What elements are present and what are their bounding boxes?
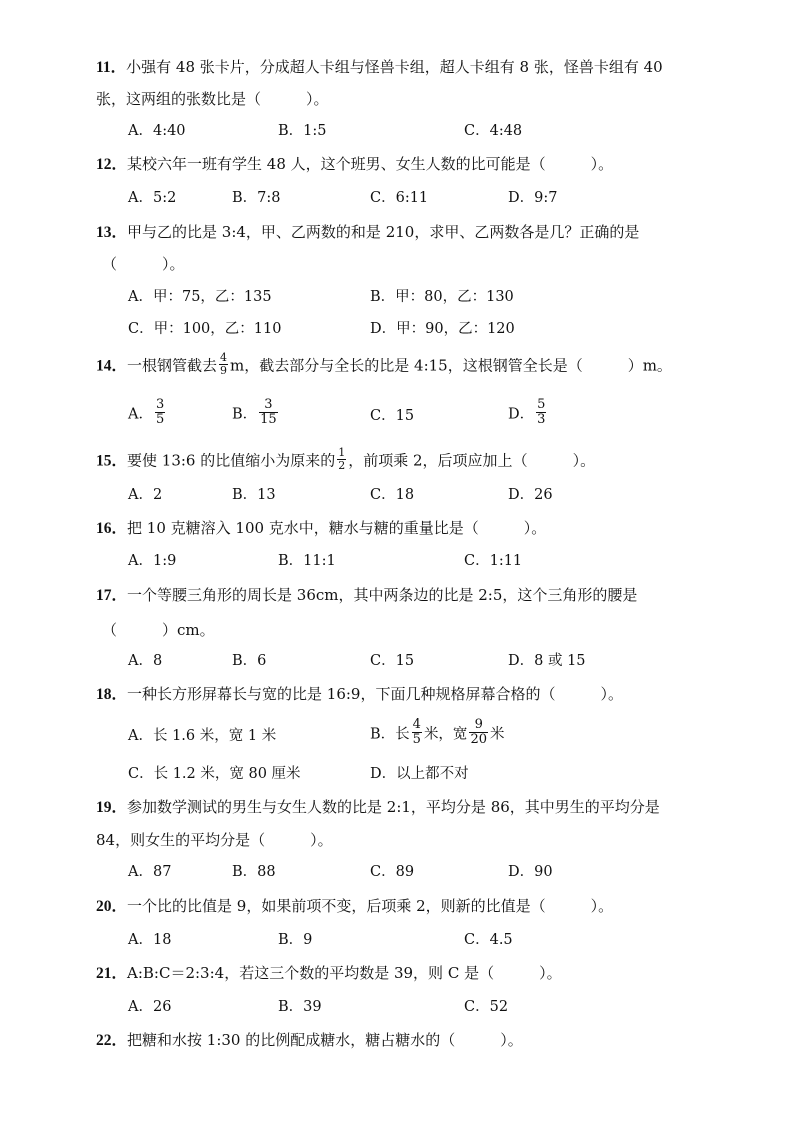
q15-option-a[interactable]: A．2 [128, 487, 163, 503]
fraction [412, 718, 422, 747]
q15-option-d[interactable]: D．26 [508, 487, 553, 503]
fraction [469, 718, 488, 747]
q13-option-d[interactable]: D．甲：90，乙：120 [370, 321, 515, 337]
q15-option-c[interactable]: C．18 [370, 487, 415, 503]
question-22 [96, 1030, 696, 1051]
fraction-denominator: 2 [338, 459, 346, 472]
q13-option-c[interactable]: C．甲：100，乙：110 [128, 321, 282, 337]
q19-option-c[interactable]: C．89 [370, 864, 415, 880]
question-13-continuation: （ ）。 [102, 255, 185, 273]
fraction-numerator: 5 [537, 397, 546, 412]
question-20 [96, 896, 696, 917]
fraction-denominator: 15 [260, 412, 277, 427]
question-number: 19． [96, 799, 128, 816]
q21-option-b[interactable]: B．39 [278, 999, 322, 1015]
q16-option-c[interactable]: C．1:11 [464, 553, 523, 569]
q18-option-a[interactable]: A．长 1.6 米，宽 1 米 [128, 728, 277, 744]
fraction-denominator: 3 [537, 412, 546, 427]
question-text: 一个等腰三角形的周长是 36cm，其中两条边的比是 2:5，这个三角形的腰是 [127, 586, 638, 604]
q16-option-b[interactable]: B．11:1 [278, 553, 336, 569]
fraction-numerator: 3 [155, 397, 165, 412]
question-number: 12． [96, 156, 128, 173]
question-11-continuation: 张，这两组的张数比是（ ）。 [96, 90, 329, 108]
question-16 [96, 518, 696, 539]
question-13 [96, 222, 696, 243]
fraction-numerator: 1 [338, 446, 346, 459]
option-label: B． [232, 406, 258, 423]
fraction-numerator: 4 [220, 351, 228, 364]
question-number: 11． [96, 59, 127, 76]
q18-option-b[interactable] [370, 717, 505, 749]
question-text: A:B:C＝2:3:4，若这三个数的平均数是 39，则 C 是（ ）。 [127, 964, 562, 982]
q14-option-a[interactable] [128, 397, 167, 429]
option-text: 米，宽 [423, 726, 468, 743]
q14-option-c[interactable]: C．15 [370, 408, 415, 424]
option-label: D． [508, 406, 535, 423]
fraction [259, 398, 278, 427]
question-text-end: m，截去部分与全长的比是 4:15，这根钢管全长是（ ）m。 [230, 356, 672, 375]
question-15 [96, 446, 696, 474]
question-19-continuation: 84，则女生的平均分是（ ）。 [96, 831, 333, 849]
q12-option-c[interactable]: C．6:11 [370, 190, 429, 206]
q11-option-a[interactable]: A．4:40 [128, 123, 186, 139]
question-number: 15． [96, 452, 128, 470]
q14-option-b[interactable] [232, 397, 280, 429]
q11-option-c[interactable]: C．4:48 [464, 123, 523, 139]
question-11 [96, 57, 696, 78]
fraction [219, 352, 228, 377]
question-text: 参加数学测试的男生与女生人数的比是 2:1，平均分是 86，其中男生的平均分是 [127, 798, 660, 816]
q20-option-a[interactable]: A．18 [128, 932, 172, 948]
question-text-end: ，前项乘 2，后项应加上（ ）。 [348, 451, 596, 470]
question-17 [96, 585, 696, 606]
question-14 [96, 351, 696, 379]
fraction-denominator: 20 [470, 732, 487, 747]
question-number: 16． [96, 520, 128, 537]
q17-option-d[interactable]: D．8 或 15 [508, 653, 586, 669]
q17-option-c[interactable]: C．15 [370, 653, 415, 669]
fraction-numerator: 4 [412, 717, 421, 732]
q14-option-d[interactable] [508, 397, 548, 429]
fraction-numerator: 3 [259, 398, 278, 413]
question-number: 22． [96, 1032, 128, 1049]
q17-option-b[interactable]: B．6 [232, 653, 267, 669]
q11-option-b[interactable]: B．1:5 [278, 123, 327, 139]
q19-option-a[interactable]: A．87 [128, 864, 172, 880]
question-text: 一个比的比值是 9，如果前项不变，后项乘 2，则新的比值是（ ）。 [127, 897, 614, 915]
fraction-numerator: 9 [469, 718, 488, 733]
q21-option-c[interactable]: C．52 [464, 999, 509, 1015]
q20-option-c[interactable]: C．4.5 [464, 932, 513, 948]
question-number: 14． [96, 357, 128, 375]
fraction-denominator: 9 [220, 364, 228, 377]
option-text: B．长 [370, 726, 410, 743]
question-text: 把糖和水按 1:30 的比例配成糖水，糖占糖水的（ ）。 [127, 1031, 523, 1049]
question-number: 17． [96, 587, 128, 604]
question-number: 18． [96, 686, 128, 703]
q20-option-b[interactable]: B．9 [278, 932, 313, 948]
question-text-start: 要使 13:6 的比值缩小为原来的 [127, 451, 336, 470]
q18-option-c[interactable]: C．长 1.2 米，宽 80 厘米 [128, 766, 301, 782]
q19-option-d[interactable]: D．90 [508, 864, 553, 880]
q12-option-d[interactable]: D．9:7 [508, 190, 558, 206]
question-text: 某校六年一班有学生 48 人，这个班男、女生人数的比可能是（ ）。 [127, 155, 614, 173]
q13-option-b[interactable]: B．甲：80，乙：130 [370, 289, 514, 305]
question-21 [96, 963, 696, 984]
question-text-start: 一根钢管截去 [127, 356, 218, 375]
question-19 [96, 797, 696, 818]
q12-option-a[interactable]: A．5:2 [128, 190, 177, 206]
option-text: 米 [489, 726, 505, 743]
question-text: 一种长方形屏幕长与宽的比是 16:9，下面几种规格屏幕合格的（ ）。 [127, 685, 623, 703]
question-number: 21． [96, 965, 128, 982]
q17-option-a[interactable]: A．8 [128, 653, 163, 669]
fraction [155, 398, 165, 427]
question-number: 20． [96, 898, 128, 915]
question-text: 小强有 48 张卡片，分成超人卡组与怪兽卡组，超人卡组有 8 张，怪兽卡组有 40 [126, 58, 663, 76]
q19-option-b[interactable]: B．88 [232, 864, 276, 880]
question-12 [96, 154, 696, 175]
q16-option-a[interactable]: A．1:9 [128, 553, 177, 569]
q13-option-a[interactable]: A．甲：75，乙：135 [128, 289, 272, 305]
question-number: 13． [96, 224, 128, 241]
question-text: 把 10 克糖溶入 100 克水中，糖水与糖的重量比是（ ）。 [127, 519, 547, 537]
q15-option-b[interactable]: B．13 [232, 487, 276, 503]
fraction [337, 447, 346, 472]
option-label: A． [128, 406, 153, 423]
question-text: 甲与乙的比是 3:4，甲、乙两数的和是 210，求甲、乙两数各是几？正确的是 [127, 223, 640, 241]
question-17-continuation: （ ）cm。 [102, 621, 215, 639]
question-18 [96, 684, 696, 705]
fraction-denominator: 5 [412, 732, 421, 747]
fraction-denominator: 5 [155, 412, 165, 427]
q18-option-d[interactable]: D．以上都不对 [370, 766, 469, 782]
q21-option-a[interactable]: A．26 [128, 999, 172, 1015]
q12-option-b[interactable]: B．7:8 [232, 190, 281, 206]
fraction [536, 398, 546, 427]
